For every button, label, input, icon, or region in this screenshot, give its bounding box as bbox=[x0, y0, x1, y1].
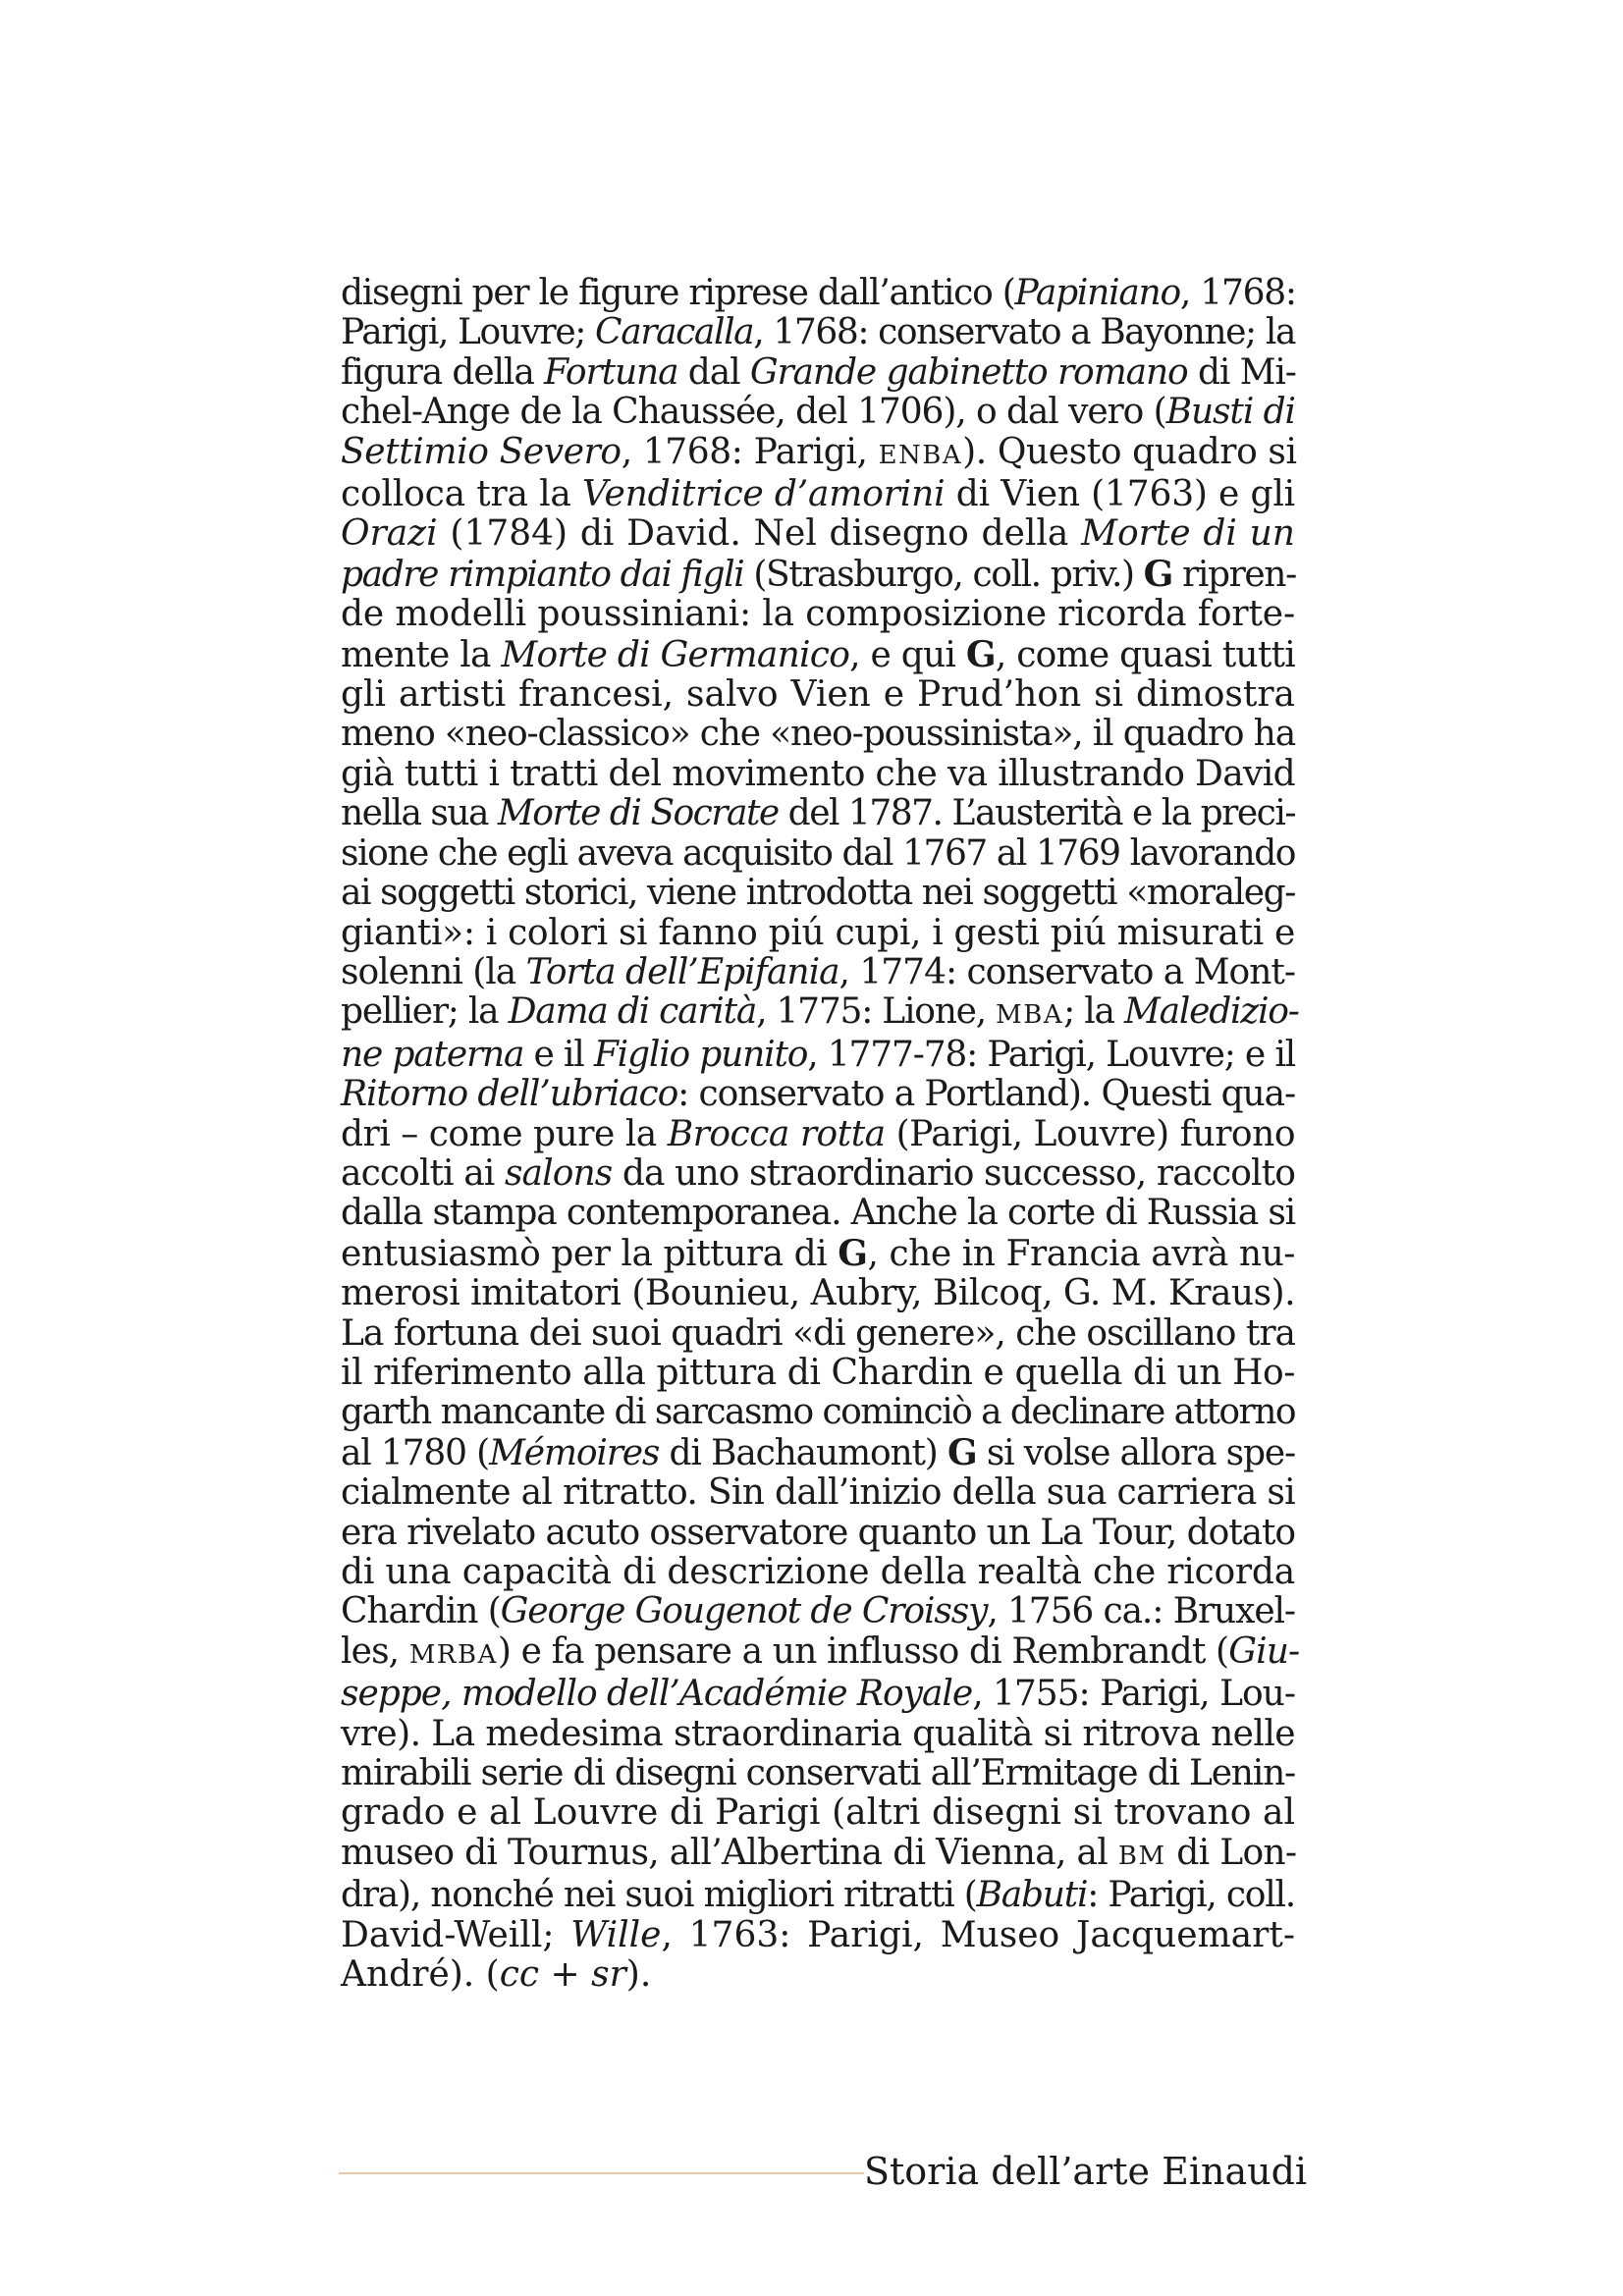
text-run: , come quasi tutti bbox=[995, 634, 1295, 675]
text-run: accolti ai bbox=[341, 1152, 505, 1194]
italic-text: ne paterna bbox=[341, 1034, 524, 1075]
text-line bbox=[341, 1675, 1295, 1714]
text-run: era rivelato acuto osservatore quanto un La Tour, dotato bbox=[341, 1512, 1295, 1553]
text-run: solenni (la bbox=[341, 951, 526, 992]
text-line bbox=[341, 1393, 1295, 1432]
text-run: gli artisti francesi, salvo Vien e Prud’hon si dimostra bbox=[341, 674, 1295, 716]
italic-text: Papiniano bbox=[1014, 273, 1180, 313]
text-run: mente la bbox=[341, 634, 502, 675]
text-run: e il bbox=[523, 1034, 594, 1075]
text-run: Chardin ( bbox=[341, 1591, 501, 1632]
italic-text: Maledizio- bbox=[1123, 991, 1299, 1033]
text-line bbox=[341, 313, 1295, 352]
text-line bbox=[341, 794, 1295, 833]
italic-text: Torta dell’Epifania bbox=[525, 951, 839, 992]
text-run: dra), nonché nei suoi migliori ritratti ( bbox=[341, 1875, 977, 1916]
italic-text: Settimio Severo bbox=[341, 431, 622, 472]
text-line bbox=[341, 1194, 1295, 1233]
text-line bbox=[341, 1955, 1295, 1995]
bold-text: G bbox=[1143, 553, 1173, 595]
text-line bbox=[341, 393, 1295, 432]
smallcaps-text: MRBA bbox=[408, 1639, 498, 1670]
text-line bbox=[341, 1754, 1295, 1793]
text-line bbox=[341, 1473, 1295, 1513]
italic-text: Ritorno dell’ubriaco bbox=[341, 1074, 678, 1115]
text-line bbox=[341, 755, 1295, 794]
text-line bbox=[341, 514, 1295, 554]
text-line bbox=[341, 1075, 1295, 1114]
text-run: dalla stampa contemporanea. Anche la corte di Russia si bbox=[341, 1193, 1296, 1234]
bold-text: G bbox=[965, 633, 996, 675]
text-run: museo di Tournus, all’Albertina di Vienna, al bbox=[341, 1832, 1118, 1873]
italic-text: George Gougenot de Croissy bbox=[500, 1591, 988, 1632]
text-run: ripren- bbox=[1172, 554, 1296, 595]
text-line bbox=[341, 991, 1299, 1035]
text-line bbox=[341, 274, 1295, 313]
text-line bbox=[341, 475, 1295, 514]
italic-text: cc + sr bbox=[499, 1954, 626, 1996]
text-run: colloca tra la bbox=[341, 474, 582, 515]
text-line bbox=[341, 1793, 1295, 1833]
text-run: meno «neo-classico» che «neo-poussinista», il quadro ha bbox=[341, 714, 1295, 755]
text-run: , 1755: Parigi, Lou- bbox=[972, 1674, 1295, 1715]
text-run: garth mancante di sarcasmo cominciò a declinare attorno bbox=[341, 1392, 1295, 1433]
text-line bbox=[341, 555, 1295, 595]
text-run: , 1756 ca.: Bruxel- bbox=[987, 1591, 1295, 1632]
text-line bbox=[341, 1234, 1295, 1274]
footer-rule bbox=[339, 2172, 864, 2174]
italic-text: padre rimpianto dai figli bbox=[341, 554, 744, 595]
italic-text: seppe, modello dell’Académie Royale bbox=[341, 1674, 973, 1715]
italic-text: Morte di un bbox=[1081, 513, 1295, 555]
text-line bbox=[341, 1630, 1300, 1675]
italic-text: Morte di Germanico bbox=[501, 634, 850, 675]
text-run: La fortuna dei suoi quadri «di genere», che oscillano tra bbox=[341, 1312, 1295, 1354]
italic-text: Dama di carità bbox=[508, 991, 757, 1033]
text-run: : conservato a Portland). Questi qua- bbox=[677, 1074, 1295, 1115]
text-line bbox=[341, 1592, 1295, 1631]
text-run: merosi imitatori (Bounieu, Aubry, Bilcoq, G. M. Kraus). bbox=[341, 1273, 1296, 1314]
text-run: , che in Francia avrà nu- bbox=[867, 1233, 1295, 1274]
text-run: figura della bbox=[341, 351, 545, 393]
text-line bbox=[341, 353, 1295, 393]
text-line bbox=[341, 1354, 1295, 1393]
text-run: nella sua bbox=[341, 793, 498, 834]
text-run: si volse allora spe- bbox=[976, 1432, 1296, 1473]
text-run: disegni per le figure riprese dall’antico ( bbox=[341, 273, 1015, 313]
text-line bbox=[341, 874, 1295, 913]
text-run: già tutti i tratti del movimento che va illustrando David bbox=[341, 753, 1295, 794]
text-line bbox=[341, 1154, 1295, 1194]
text-run: mirabili serie di disegni conservati all’Ermitage di Lenin- bbox=[341, 1753, 1295, 1794]
bold-text: G bbox=[838, 1232, 868, 1274]
text-line bbox=[341, 1876, 1295, 1915]
text-run: , 1774: conservato a Mont- bbox=[839, 951, 1295, 992]
text-line bbox=[341, 1036, 1295, 1075]
text-run: , 1777-78: Parigi, Louvre; e il bbox=[807, 1034, 1295, 1075]
text-line bbox=[341, 595, 1295, 634]
text-run: al 1780 ( bbox=[341, 1432, 490, 1473]
text-run: ). Questo quadro si bbox=[962, 431, 1297, 472]
footer-title: Storia dell’arte Einaudi bbox=[864, 2150, 1308, 2193]
text-line bbox=[341, 1433, 1295, 1473]
text-run: sione che egli aveva acquisito dal 1767 al 1769 lavorando bbox=[341, 832, 1295, 874]
text-run: grado e al Louvre di Parigi (altri disegni si trovano al bbox=[341, 1792, 1295, 1834]
italic-text: Caracalla bbox=[595, 312, 754, 353]
text-run: David-Weill; bbox=[341, 1914, 571, 1955]
text-run: les, bbox=[341, 1630, 409, 1672]
text-run: da uno straordinario successo, raccolto bbox=[612, 1152, 1295, 1194]
text-run: (1784) di David. Nel disegno della bbox=[437, 513, 1082, 555]
text-run: , 1768: conservato a Bayonne; la bbox=[753, 312, 1296, 353]
italic-text: salons bbox=[504, 1152, 613, 1194]
text-run: cialmente al ritratto. Sin dall’inizio della sua carriera si bbox=[341, 1472, 1295, 1514]
smallcaps-text: MBA bbox=[996, 1000, 1064, 1031]
text-line bbox=[341, 1553, 1295, 1592]
smallcaps-text: BM bbox=[1117, 1841, 1166, 1871]
text-run: , 1768: Parigi, bbox=[621, 431, 879, 472]
text-run: André). ( bbox=[341, 1954, 500, 1996]
text-run: , 1768: bbox=[1179, 273, 1296, 313]
body-text bbox=[341, 273, 1300, 1996]
text-line bbox=[341, 433, 1295, 475]
text-run: dal bbox=[677, 351, 750, 393]
italic-text: Fortuna bbox=[544, 351, 678, 393]
text-line bbox=[341, 1916, 1295, 1955]
text-line bbox=[341, 1115, 1295, 1154]
text-run: entusiasmò per la pittura di bbox=[341, 1233, 839, 1274]
italic-text: Figlio punito bbox=[593, 1034, 808, 1075]
text-line bbox=[341, 1834, 1295, 1876]
text-line bbox=[341, 675, 1295, 715]
italic-text: Giu- bbox=[1228, 1630, 1300, 1672]
italic-text: Morte di Socrate bbox=[497, 793, 779, 834]
text-run: di Lon- bbox=[1165, 1832, 1297, 1873]
text-run: de modelli poussiniani: la composizione ricorda forte- bbox=[341, 594, 1295, 635]
text-run: Parigi, Louvre; bbox=[341, 312, 596, 353]
text-line bbox=[341, 1514, 1295, 1553]
text-run: ). bbox=[625, 1954, 652, 1996]
text-run: di Vien (1763) e gli bbox=[945, 474, 1295, 515]
italic-text: Venditrice d’amorini bbox=[581, 474, 946, 515]
text-run: (Strasburgo, coll. priv.) bbox=[743, 554, 1144, 595]
bold-text: G bbox=[947, 1431, 977, 1473]
text-run: pellier; la bbox=[341, 991, 509, 1033]
text-run: gianti»: i colori si fanno piú cupi, i gesti piú misurati e bbox=[341, 912, 1295, 953]
italic-text: Brocca rotta bbox=[667, 1113, 886, 1154]
italic-text: Busti di bbox=[1165, 392, 1295, 433]
text-line bbox=[341, 953, 1295, 992]
text-run: di Bachaumont) bbox=[659, 1432, 947, 1473]
text-run: ; la bbox=[1063, 991, 1124, 1033]
text-run: di una capacità di descrizione della realtà che ricorda bbox=[341, 1552, 1295, 1592]
italic-text: Grande gabinetto romano bbox=[749, 351, 1188, 393]
text-line bbox=[341, 1715, 1295, 1754]
text-run: dri – come pure la bbox=[341, 1113, 668, 1154]
smallcaps-text: ENBA bbox=[878, 440, 963, 470]
italic-text: Wille bbox=[570, 1914, 662, 1955]
text-line bbox=[341, 914, 1295, 953]
text-line bbox=[341, 1314, 1295, 1354]
italic-text: Orazi bbox=[341, 513, 438, 555]
text-run: (Parigi, Louvre) furono bbox=[885, 1113, 1295, 1154]
text-run: vre). La medesima straordinaria qualità si ritrova nelle bbox=[341, 1713, 1295, 1754]
text-run: , 1763: Parigi, Museo Jacquemart- bbox=[661, 1914, 1295, 1955]
italic-text: Babuti bbox=[976, 1875, 1088, 1916]
text-run: ) e fa pensare a un influsso di Rembrandt ( bbox=[497, 1630, 1229, 1672]
text-run: , 1775: Lione, bbox=[756, 991, 997, 1033]
text-line bbox=[341, 635, 1295, 675]
text-run: il riferimento alla pittura di Chardin e quella di un Ho- bbox=[341, 1352, 1295, 1393]
italic-text: Mémoires bbox=[489, 1432, 660, 1473]
text-line bbox=[341, 834, 1295, 874]
text-run: : Parigi, coll. bbox=[1087, 1875, 1295, 1916]
text-line bbox=[341, 1274, 1295, 1313]
text-line bbox=[341, 715, 1295, 754]
text-run: ai soggetti storici, viene introdotta nei soggetti «moraleg- bbox=[341, 873, 1295, 914]
text-run: chel-Ange de la Chaussée, del 1706), o dal vero ( bbox=[341, 392, 1166, 433]
text-run: , e qui bbox=[849, 634, 966, 675]
text-run: di Mi- bbox=[1187, 351, 1296, 393]
text-run: del 1787. L’austerità e la preci- bbox=[778, 793, 1296, 834]
